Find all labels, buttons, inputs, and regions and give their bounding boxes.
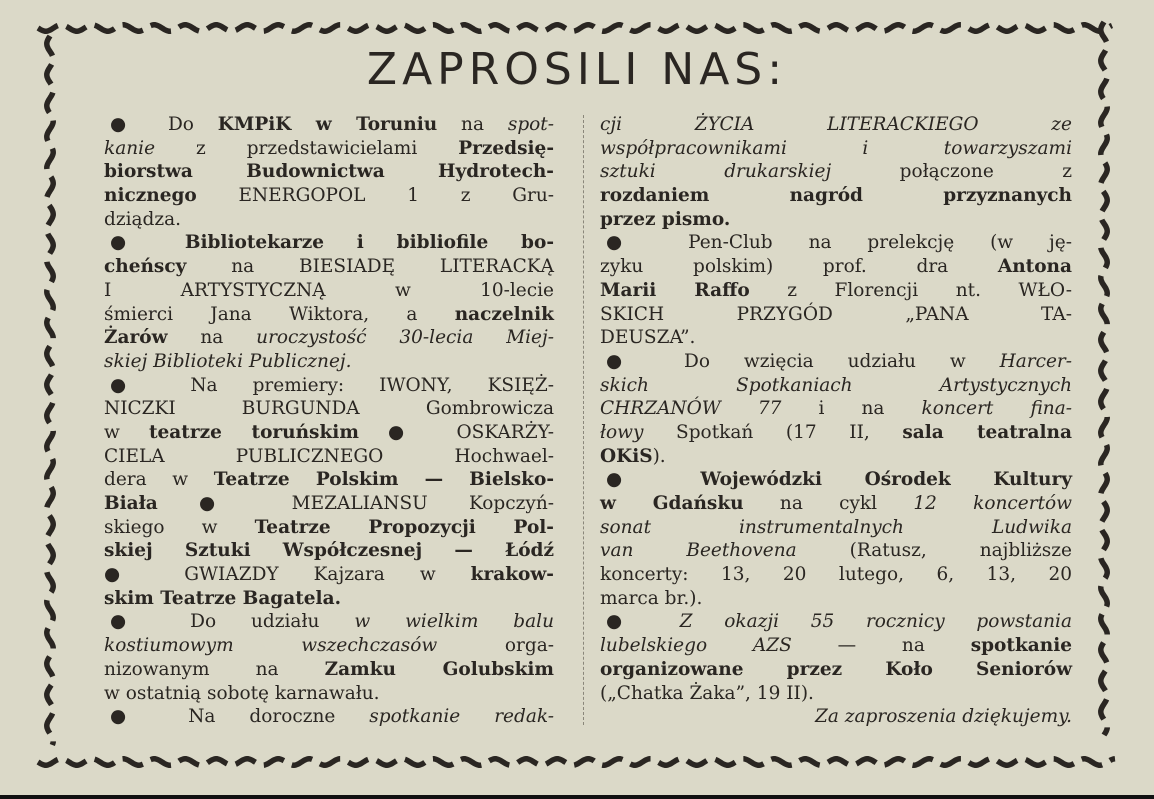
text-line [600, 208, 1072, 232]
text-line [600, 137, 1072, 161]
italic-text: Harcer- [999, 350, 1072, 372]
text-line [600, 563, 1072, 587]
text-line [600, 397, 1072, 421]
bold-text: naczelnik [454, 303, 554, 325]
bold-text: krakow- [470, 564, 554, 586]
text-line [600, 539, 1072, 563]
text-segment: ● MEZALIANSU Kopczyń- [157, 493, 554, 514]
bold-text: skim Teatrze Bagatela. [104, 587, 342, 609]
text-segment: orga- [437, 635, 554, 657]
italic-text: skiej Biblioteki Publicznej. [104, 350, 352, 372]
bold-text: Wojewódzki Ośrodek Kultury [700, 469, 1072, 491]
italic-text: kostiumowym wszechczasów [104, 635, 438, 657]
text-segment: z Florencji nt. WŁO- [749, 279, 1072, 301]
bold-text: OKiS [600, 445, 653, 467]
text-line [600, 421, 1072, 445]
italic-text: łowy [600, 421, 644, 443]
text-line [600, 468, 1072, 492]
text-line [104, 587, 554, 611]
italic-text: spotkanie redak- [369, 706, 554, 728]
text-line [600, 350, 1072, 374]
text-line [104, 160, 554, 184]
text-line [600, 113, 1072, 137]
text-line [600, 587, 1072, 611]
text-segment: ). [652, 445, 666, 467]
text-line [104, 610, 554, 634]
text-segment: w [104, 421, 149, 443]
text-line [104, 279, 554, 303]
italic-text: Z okazji 55 rocznicy powstania [679, 611, 1073, 633]
bold-text: spotkanie [970, 635, 1072, 657]
text-segment: ● Na doroczne [110, 706, 370, 728]
bold-text: Teatrze Polskim — Bielsko- [213, 469, 555, 491]
bold-text: Marii Raffo [600, 279, 750, 301]
bold-text: Zamku Golubskim [324, 658, 554, 680]
text-segment: DEUSZA”. [600, 327, 696, 349]
text-line [104, 539, 554, 563]
text-line [600, 303, 1072, 327]
italic-text: koncert fina- [921, 398, 1072, 420]
text-line [600, 231, 1072, 255]
text-segment: zyku polskim) prof. dra [600, 256, 998, 278]
text-line [600, 658, 1072, 682]
text-segment: SKICH PRZYGÓD „PANA TA- [600, 303, 1072, 325]
text-line [104, 374, 554, 398]
bold-text: cheńscy [104, 256, 187, 278]
bold-text: przez pismo. [600, 208, 731, 230]
text-segment: skiego w [104, 516, 255, 538]
text-segment: koncerty: 13, 20 lutego, 6, 13, 20 [600, 564, 1072, 586]
text-segment: połączone z [831, 161, 1072, 183]
text-segment: ● GWIAZDY Kajzara w [104, 564, 471, 586]
italic-text: sztuki drukarskiej [600, 161, 832, 183]
text-line [600, 255, 1072, 279]
bold-text: sala teatralna [902, 421, 1072, 443]
text-line [600, 610, 1072, 634]
italic-text: skich Spotkaniach Artystycznych [600, 374, 1072, 396]
text-line [104, 634, 554, 658]
text-segment: ● Do [110, 114, 218, 135]
text-segment: ● [606, 611, 680, 633]
text-line [104, 516, 554, 540]
text-segment: Spotkań (17 II, [643, 421, 903, 443]
text-segment: nizowanym na [104, 658, 325, 680]
bold-text: skiej Sztuki Współczesnej — Łódź [104, 540, 554, 562]
bold-text: rozdaniem nagród przyznanych [600, 185, 1072, 207]
text-segment: dziądza. [104, 208, 182, 230]
text-line [104, 658, 554, 682]
text-line [600, 279, 1072, 303]
text-segment: ● [110, 232, 185, 254]
text-segment: na [167, 327, 257, 349]
text-line [104, 113, 554, 137]
italic-text: lubelskiego AZS [600, 635, 792, 657]
text-line [600, 705, 1072, 729]
text-line [104, 231, 554, 255]
italic-text: w wielkim balu [354, 611, 554, 633]
text-segment: ● Pen-Club na prelekcję (w ję- [606, 232, 1072, 254]
italic-text: CHRZANÓW 77 [600, 398, 782, 420]
border-left [47, 36, 53, 745]
text-segment: w ostatnią sobotę karnawału. [104, 682, 380, 704]
text-segment: na [437, 114, 508, 135]
bold-text: teatrze toruńskim [148, 421, 359, 443]
italic-text: uroczystość 30-lecia Miej- [256, 327, 554, 349]
text-segment: CIELA PUBLICZNEGO Hochwael- [104, 445, 554, 467]
bold-text: Teatrze Propozycji Pol- [254, 516, 554, 538]
text-line [104, 350, 554, 374]
scan-edge [0, 795, 1154, 799]
italic-text: Za zaproszenia dziękujemy. [815, 706, 1072, 728]
bold-text: Żarów [104, 327, 168, 349]
text-line [600, 184, 1072, 208]
text-line [104, 137, 554, 161]
italic-text: cji ŻYCIA LITERACKIEGO ze [600, 114, 1072, 135]
text-line [104, 208, 554, 232]
text-line [600, 160, 1072, 184]
text-line [104, 445, 554, 469]
text-line [600, 374, 1072, 398]
text-segment: ● [606, 469, 701, 491]
text-segment: („Chatka Żaka”, 19 II). [600, 682, 814, 704]
italic-text: spot- [507, 114, 554, 135]
text-segment: i na [781, 398, 922, 420]
text-line [104, 468, 554, 492]
text-line [104, 184, 554, 208]
text-line [104, 303, 554, 327]
bold-text: Antona [997, 256, 1072, 278]
text-segment: ● Na premiery: IWONY, KSIĘŻ- [110, 374, 554, 396]
text-segment: na BIESIADĘ LITERACKĄ [186, 256, 554, 278]
text-segment: ● Do wzięcia udziału w [606, 350, 1000, 372]
text-segment: ● Do udziału [110, 611, 355, 633]
bold-text: Przedsię- [458, 137, 554, 159]
italic-text: współpracownikami i towarzyszami [600, 137, 1072, 159]
bold-text: organizowane przez Koło Seniorów [600, 658, 1072, 680]
italic-text: sonat instrumentalnych Ludwika [600, 516, 1072, 538]
text-segment: z przedstawicielami [155, 137, 459, 159]
text-line [600, 634, 1072, 658]
italic-text: van Beethovena [600, 540, 797, 562]
bold-text: w Gdańsku [600, 493, 744, 514]
text-line [104, 705, 554, 729]
text-line [104, 326, 554, 350]
page-title: ZAPROSILI NAS: [366, 44, 788, 95]
text-line [600, 516, 1072, 540]
italic-text: 12 koncertów [913, 493, 1072, 514]
text-segment: — na [791, 635, 971, 657]
text-segment: śmierci Jana Wiktora, a [104, 303, 455, 325]
right-column [600, 113, 1072, 729]
bold-text: Biała [104, 493, 158, 514]
column-divider [583, 115, 584, 725]
bold-text: Bibliotekarze i bibliofile bo- [184, 232, 555, 254]
text-segment: ● OSKARŻY- [358, 421, 555, 443]
text-line [600, 492, 1072, 516]
text-segment: dera w [104, 469, 214, 491]
text-segment: I ARTYSTYCZNĄ w 10-lecie [104, 279, 554, 301]
text-line [104, 421, 554, 445]
bold-text: KMPiK w Toruniu [217, 114, 438, 135]
text-line [104, 397, 554, 421]
text-line [600, 682, 1072, 706]
text-line [104, 682, 554, 706]
bold-text: nicznego [104, 185, 197, 207]
bold-text: biorstwa Budownictwa Hydrotech- [104, 161, 554, 183]
text-segment: na cykl [743, 493, 914, 514]
left-column [104, 113, 554, 729]
text-segment: NICZKI BURGUNDA Gombrowicza [104, 398, 554, 420]
text-line [600, 445, 1072, 469]
text-segment: ENERGOPOL 1 z Gru- [196, 185, 554, 207]
text-line [104, 492, 554, 516]
border-bottom [38, 759, 1115, 765]
text-line [104, 255, 554, 279]
text-line [104, 563, 554, 587]
border-right [1101, 22, 1107, 735]
text-segment: (Ratusz, najbliższe [796, 540, 1072, 562]
text-segment: marca br.). [600, 587, 703, 609]
italic-text: kanie [104, 137, 156, 159]
text-line [600, 326, 1072, 350]
border-top [38, 25, 1112, 31]
